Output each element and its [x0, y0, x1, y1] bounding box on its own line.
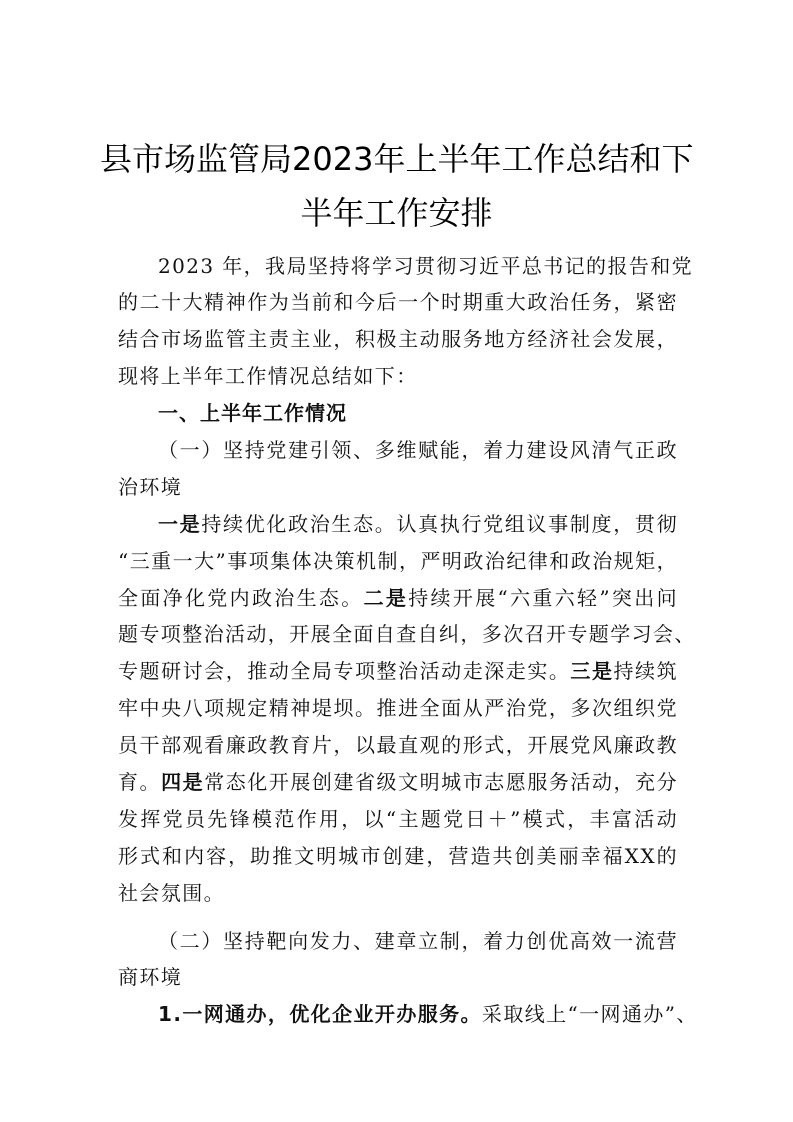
paragraph-line: 社会氛围。: [118, 881, 225, 905]
paragraph-line: 1.一网通办，优化企业开办服务。采取线上“一网通办”、: [158, 1002, 698, 1026]
paragraph-line: 形式和内容，助推文明城市创建，营造共创美丽幸福XX的: [118, 844, 678, 868]
subsection-heading-2-line-2: 商环境: [118, 965, 183, 989]
paragraph-line: 题专项整治活动，开展全面自查自纠，多次召开专题学习会、: [118, 622, 696, 646]
bold-lead: 二是: [363, 586, 409, 610]
subsection-heading-1-line-2: 治环境: [118, 475, 183, 499]
subsection-heading-1-line-1: （一）坚持党建引领、多维赋能，着力建设风清气正政: [158, 438, 678, 462]
paragraph-line: 全面净化党内政治生态。二是持续开展“六重六轻”突出问: [118, 586, 678, 610]
bold-lead: 一是: [158, 512, 202, 536]
paragraph-line: 专题研讨会，推动全局专项整治活动走深走实。三是持续筑: [118, 659, 678, 683]
subsection-heading-2-line-1: （二）坚持靶向发力、建章立制，着力创优高效一流营: [158, 929, 678, 953]
bold-lead: 三是: [570, 659, 614, 683]
paragraph-line: 牢中央八项规定精神堤坝。推进全面从严治党，多次组织党: [118, 696, 678, 720]
paragraph-line: “三重一大”事项集体决策机制，严明政治纪律和政治规矩，: [118, 549, 678, 573]
paragraph-line: 员干部观看廉政教育片，以最直观的形式，开展党风廉政教: [118, 733, 678, 757]
bold-lead: 四是: [161, 770, 205, 794]
paragraph-line: 发挥党员先锋模范作用，以“主题党日＋”模式，丰富活动: [118, 807, 678, 831]
bold-lead: 1.一网通办，优化企业开办服务。: [158, 1002, 482, 1026]
intro-line-4: 现将上半年工作情况总结如下：: [118, 364, 418, 388]
paragraph-line: 一是持续优化政治生态。认真执行党组议事制度，贯彻: [158, 512, 678, 536]
intro-line-3: 结合市场监管主责主业，积极主动服务地方经济社会发展，: [118, 327, 678, 351]
document-title-line-2: 半年工作安排: [300, 194, 493, 232]
document-title-line-1: 县市场监管局2023年上半年工作总结和下: [100, 140, 694, 178]
intro-line-2: 的二十大精神作为当前和今后一个时期重大政治任务，紧密: [118, 290, 678, 314]
paragraph-line: 育。四是常态化开展创建省级文明城市志愿服务活动，充分: [118, 770, 678, 794]
intro-line-1: 2023 年，我局坚持将学习贯彻习近平总书记的报告和党: [158, 254, 694, 278]
section-heading-1: 一、上半年工作情况: [158, 401, 347, 425]
